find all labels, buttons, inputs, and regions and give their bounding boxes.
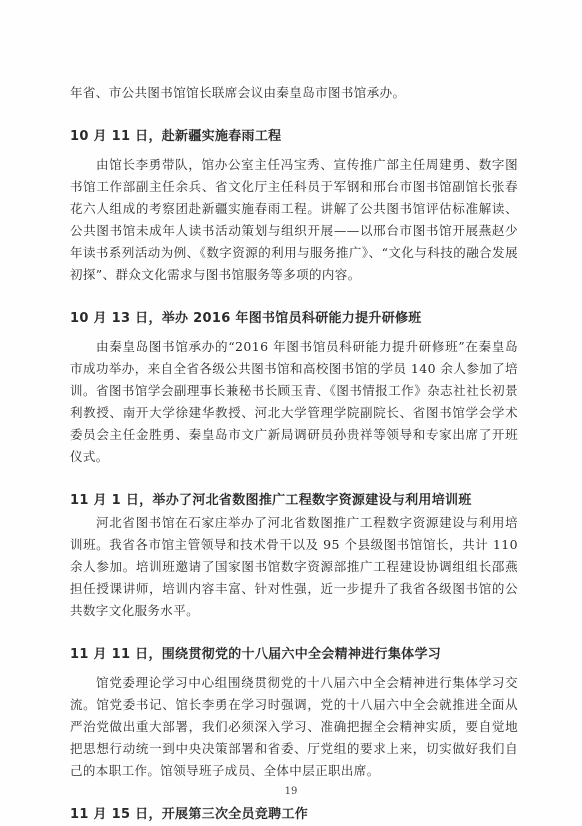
section-heading-nov-11: 11 月 11 日，围绕贯彻党的十八届六中全会精神进行集体学习 <box>70 647 442 662</box>
section-body-nov-11: 馆党委理论学习中心组围绕贯彻党的十八届六中全会精神进行集体学习交流。馆党委书记、馆长李勇在学习时强调，党的十八届六中全会就推进全面从严治党做出重大部署，我们必须深入学习、准确把握全会精神实质，要自觉地把思想行动统一到中央决策部署和省委、厅党组的要求上来，切实做好我们自己的本职工作。馆领导班子成员、全体中层正职出席。 <box>70 675 518 778</box>
continuation-paragraph: 年省、市公共图书馆馆长联席会议由秦皇岛市图书馆承办。 <box>70 85 406 100</box>
section-body-nov-1: 河北省图书馆在石家庄举办了河北省数图推广工程数字资源建设与利用培训班。我省各市馆主管领导和技术骨干以及 95 个县级图书馆馆长，共计 110 余人参加。培训班邀请了国家图书馆数字资源部推广工程建设协调组组长邵燕担任授课讲师，培训内容丰富、针对性强，近一步提升了我省各级图书馆的公共数字文化服务水平。 <box>70 515 518 618</box>
page-number: 19 <box>284 786 298 797</box>
section-heading-oct-13: 10 月 13 日，举办 2016 年图书馆员科研能力提升研修班 <box>70 311 422 326</box>
section-body-oct-11: 由馆长李勇带队，馆办公室主任冯宝秀、宣传推广部主任周建勇、数字图书馆工作部副主任余兵、省文化厅主任科员于军钢和邢台市图书馆副馆长张春花六人组成的考察团赴新疆实施春雨工程。讲解了公共图书馆评估标准解读、公共图书馆未成年人读书活动策划与组织开展——以邢台市图书馆开展燕赵少年读书系列活动为例、《数字资源的利用与服务推广》、“文化与科技的融合发展初探”、群众文化需求与图书馆服务等多项的内容。 <box>70 157 518 282</box>
section-body-oct-13: 由秦皇岛图书馆承办的“2016 年图书馆员科研能力提升研修班”在秦皇岛市成功举办，来自全省各级公共图书馆和高校图书馆的学员 140 余人参加了培训。省图书馆学会副理事长兼秘书长顾玉青、《图书情报工作》杂志社社长初景利教授、南开大学徐建华教授、河北大学管理学院副院长、省图书馆学会学术委员会主任金胜勇、秦皇岛市文广新局调研员孙贵祥等领导和专家出席了开班仪式。 <box>70 339 518 464</box>
section-heading-nov-15: 11 月 15 日，开展第三次全员竞聘工作 <box>70 807 309 822</box>
section-heading-nov-1: 11 月 1 日，举办了河北省数图推广工程数字资源建设与利用培训班 <box>70 493 472 508</box>
section-heading-oct-11: 10 月 11 日，赴新疆实施春雨工程 <box>70 129 282 144</box>
page-content <box>70 82 518 826</box>
